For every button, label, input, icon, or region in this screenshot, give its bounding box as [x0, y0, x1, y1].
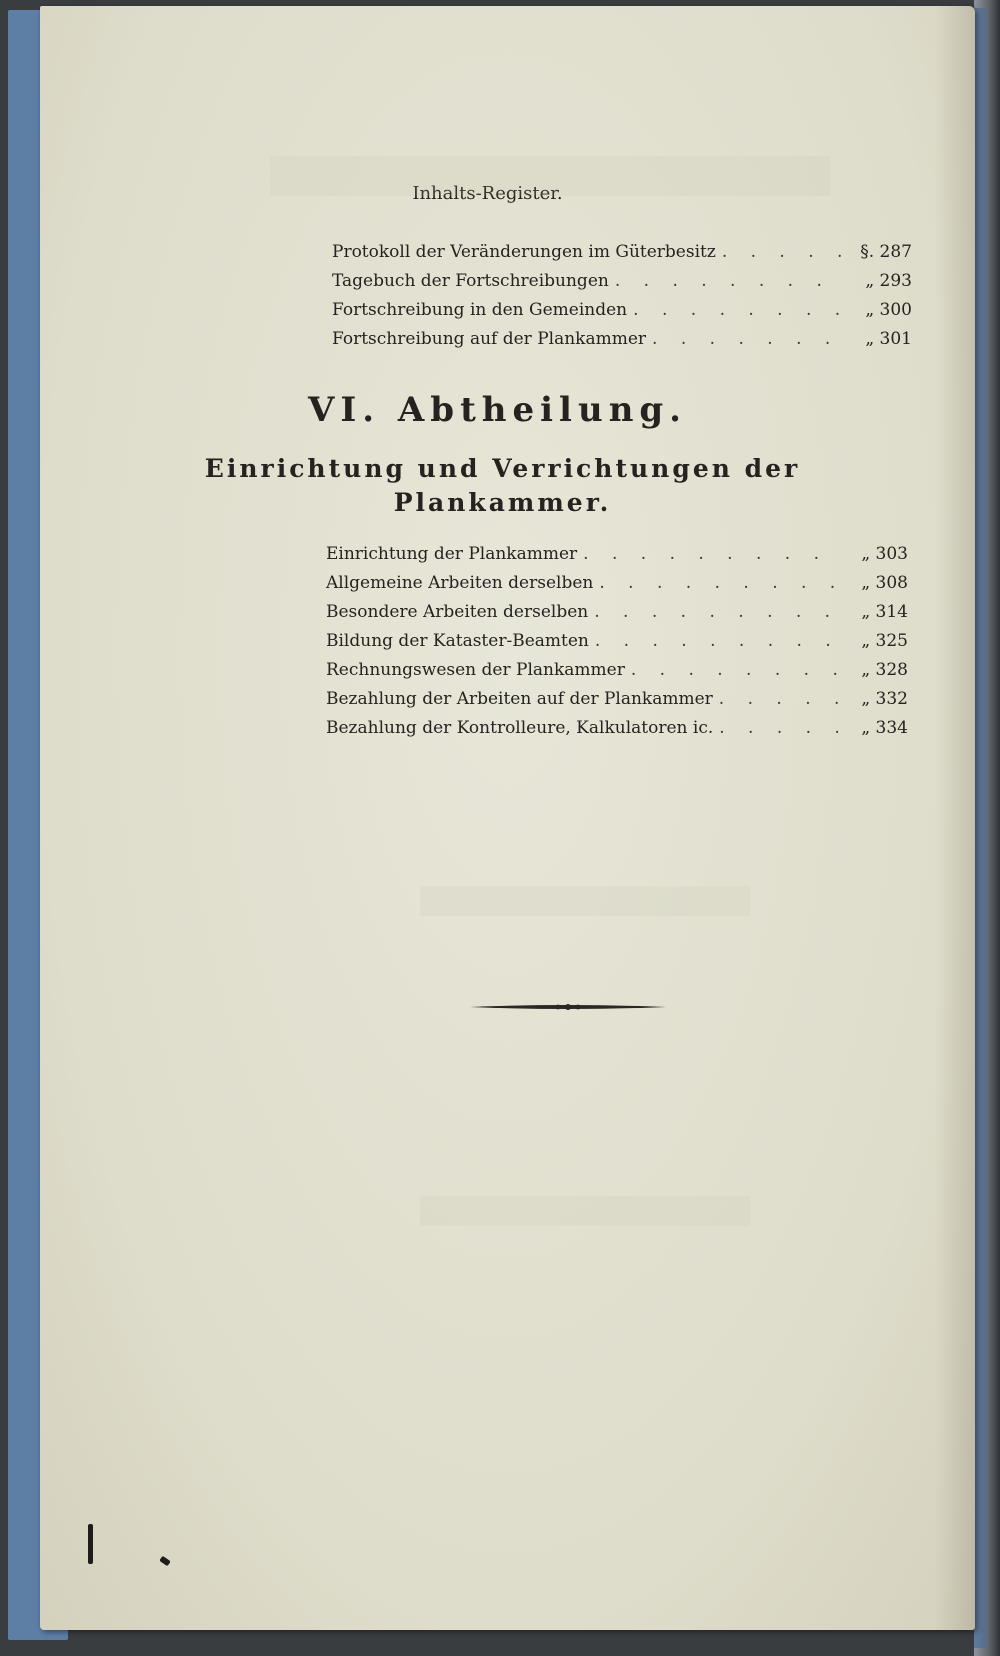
section-number: VI. Abtheilung.: [307, 390, 688, 430]
toc-entry-page: §. 287: [860, 242, 912, 262]
toc-leader-dots: [615, 271, 842, 291]
toc-entry: [332, 242, 912, 271]
toc-entry: [326, 689, 908, 718]
toc-entry-label: Einrichtung der Plankammer: [326, 544, 578, 564]
toc-entry: [326, 544, 908, 573]
toc-top-list: [332, 242, 912, 358]
toc-leader-dots: [594, 602, 838, 622]
toc-entry-label: Bezahlung der Arbeiten auf der Plankammer: [326, 689, 713, 709]
toc-entry-page: „ 332: [861, 689, 908, 709]
toc-entry: [326, 660, 908, 689]
toc-entry-page: „ 300: [865, 300, 912, 320]
toc-leader-dots: [583, 544, 838, 564]
toc-entry-label: Rechnungswesen der Plankammer: [326, 660, 625, 680]
bleed-through-shadow: [420, 1196, 750, 1226]
toc-entry-page: „ 303: [861, 544, 908, 564]
toc-entry-page: „ 328: [861, 660, 908, 680]
page-gutter-shadow: [935, 6, 975, 1630]
section-title-line1: Einrichtung und Verrichtungen der: [204, 454, 801, 483]
ink-mark: [88, 1524, 93, 1564]
toc-entry-page: „ 301: [865, 329, 912, 349]
toc-leader-dots: [719, 689, 838, 709]
toc-entry-label: Fortschreibung in den Gemeinden: [332, 300, 628, 320]
toc-entry-page: „ 334: [861, 718, 908, 738]
book-edge-cover: [974, 8, 986, 1648]
toc-leader-dots: [633, 300, 842, 320]
toc-entry-label: Besondere Arbeiten derselben: [326, 602, 589, 622]
bleed-through-shadow: [270, 156, 830, 196]
toc-leader-dots: [631, 660, 838, 680]
toc-entry: [326, 573, 908, 602]
toc-entry-label: Tagebuch der Fortschreibungen: [332, 271, 609, 291]
toc-section-list: [326, 544, 908, 747]
toc-entry-page: „ 325: [861, 631, 908, 651]
toc-entry: [326, 718, 908, 747]
ornamental-divider: [470, 1002, 666, 1012]
toc-entry-label: Fortschreibung auf der Plankammer: [332, 329, 647, 349]
toc-entry: [332, 271, 912, 300]
toc-entry-label: Bildung der Kataster-Beamten: [326, 631, 589, 651]
toc-entry: [332, 329, 912, 358]
toc-leader-dots: [595, 631, 838, 651]
ink-mark: [159, 1556, 171, 1567]
toc-leader-dots: [719, 718, 838, 738]
toc-entry-label: Bezahlung der Kontrolleure, Kalkulatoren ic.: [326, 718, 714, 738]
toc-entry-page: „ 308: [861, 573, 908, 593]
toc-entry: [326, 631, 908, 660]
section-title-line2: Plankammer.: [393, 488, 612, 517]
register-title: Inhalts-Register.: [412, 183, 563, 204]
toc-leader-dots: [722, 242, 842, 262]
toc-leader-dots: [652, 329, 842, 349]
toc-leader-dots: [599, 573, 838, 593]
scanned-page: [40, 6, 975, 1630]
toc-entry-label: Protokoll der Veränderungen im Güterbesitz: [332, 242, 716, 262]
toc-entry: [326, 602, 908, 631]
toc-entry-page: „ 293: [865, 271, 912, 291]
toc-entry-page: „ 314: [861, 602, 908, 622]
toc-entry-label: Allgemeine Arbeiten derselben: [326, 573, 594, 593]
bleed-through-shadow: [420, 886, 750, 916]
toc-entry: [332, 300, 912, 329]
